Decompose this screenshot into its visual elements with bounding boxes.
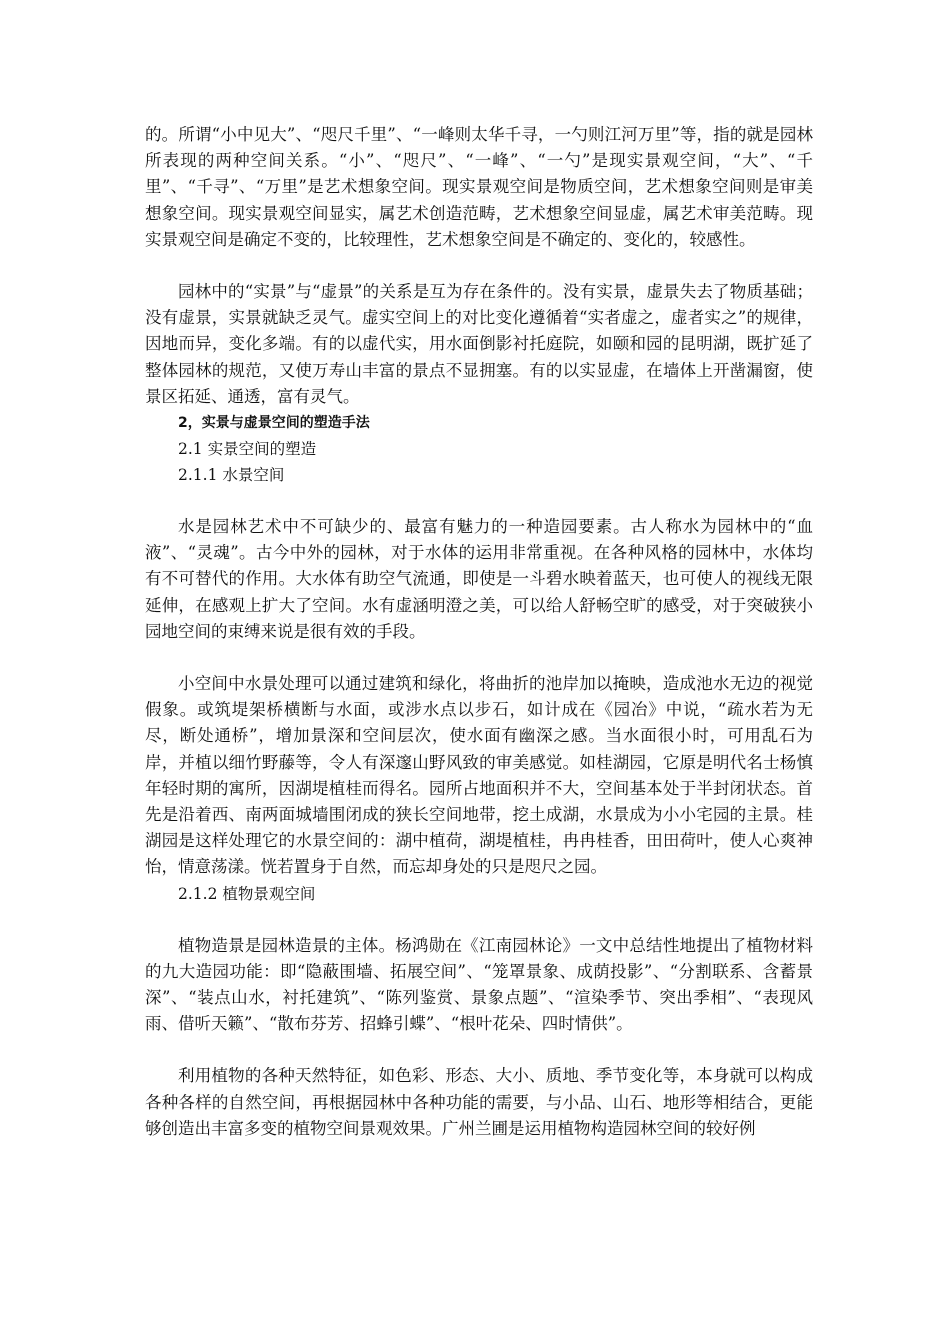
subheading-2-1-2: 2.1.2 植物景观空间: [178, 884, 316, 903]
paragraph-plant-features: 利用植物的各种天然特征，如色彩、形态、大小、质地、季节变化等，本身就可以构成各种各样的自然空间，再根据园林中各种功能的需要，与小品、山石、地形等相结合，更能够创造出丰富多变的植物空间景观效果。广州兰圃是运用植物构造园林空间的较好例: [145, 1066, 813, 1138]
document-body: [145, 122, 813, 1142]
subheading-2-1-1: 2.1.1 水景空间: [178, 466, 285, 485]
paragraph-real-virtual-scenery: 园林中的“实景”与“虚景”的关系是互为存在条件的。没有实景，虚景失去了物质基础；没有虚景，实景就缺乏灵气。虚实空间上的对比变化遵循着“实者虚之，虚者实之”的规律，因地而异，变化多端。有的以虚代实，用水面倒影衬托庭院，如颐和园的昆明湖，既扩延了整体园林的规范，又使万寿山丰富的景点不显拥塞。有的以实显虚，在墙体上开凿漏窗，使景区拓延、通透，富有灵气。: [145, 282, 813, 406]
paragraph-small-space-water: 小空间中水景处理可以通过建筑和绿化，将曲折的池岸加以掩映，造成池水无边的视觉假象。或筑堤架桥横断与水面，或涉水点以步石，如计成在《园冶》中说，“疏水若为无尽，断处通桥”，增加景深和空间层次，使水面有幽深之感。当水面很小时，可用乱石为岸，并植以细竹野藤等，令人有深邃山野风致的审美感觉。如桂湖园，它原是明代名士杨慎年轻时期的寓所，因湖堤植桂而得名。园所占地面积并不大，空间基本处于半封闭状态。首先是沿着西、南两面城墙围闭成的狭长空间地带，挖土成湖，水景成为小小宅园的主景。桂湖园是这样处理它的水景空间的：湖中植荷，湖堤植桂，冉冉桂香，田田荷叶，使人心爽神怡，情意荡漾。恍若置身于自然，而忘却身处的只是咫尺之园。: [145, 674, 813, 877]
section-heading-2: 2，实景与虚景空间的塑造手法: [178, 415, 370, 432]
paragraph-plant-landscaping: 植物造景是园林造景的主体。杨鸿勋在《江南园林论》一文中总结性地提出了植物材料的九大造园功能：即“隐蔽围墙、拓展空间”、“笼罩景象、成荫投影”、“分割联系、含蓄景深”、“装点山水，衬托建筑”、“陈列鉴赏、景象点题”、“渲染季节、突出季相”、“表现风雨、借听天籁”、“散布芬芳、招蜂引蝶”、“根叶花朵、四时情供”。: [145, 935, 813, 1034]
paragraph-space-relations: 的。所谓“小中见大”、“咫尺千里”、“一峰则太华千寻，一勺则江河万里”等，指的就是园林所表现的两种空间关系。“小”、“咫尺”、“一峰”、“一勺”是现实景观空间，“大”、“千里”、“千寻”、“万里”是艺术想象空间。现实景观空间是物质空间，艺术想象空间则是审美想象空间。现实景观空间显实，属艺术创造范畴，艺术想象空间显虚，属艺术审美范畴。现实景观空间是确定不变的，比较理性，艺术想象空间是不确定的、变化的，较感性。: [145, 125, 813, 249]
paragraph-water-element: 水是园林艺术中不可缺少的、最富有魅力的一种造园要素。古人称水为园林中的“血液”、“灵魂”。古今中外的园林，对于水体的运用非常重视。在各种风格的园林中，水体均有不可替代的作用。大水体有助空气流通，即使是一斗碧水映着蓝天，也可使人的视线无限延伸，在感观上扩大了空间。水有虚涵明澄之美，可以给人舒畅空旷的感受，对于突破狭小园地空间的束缚来说是很有效的手段。: [145, 517, 813, 641]
subheading-2-1: 2.1 实景空间的塑造: [178, 440, 317, 459]
